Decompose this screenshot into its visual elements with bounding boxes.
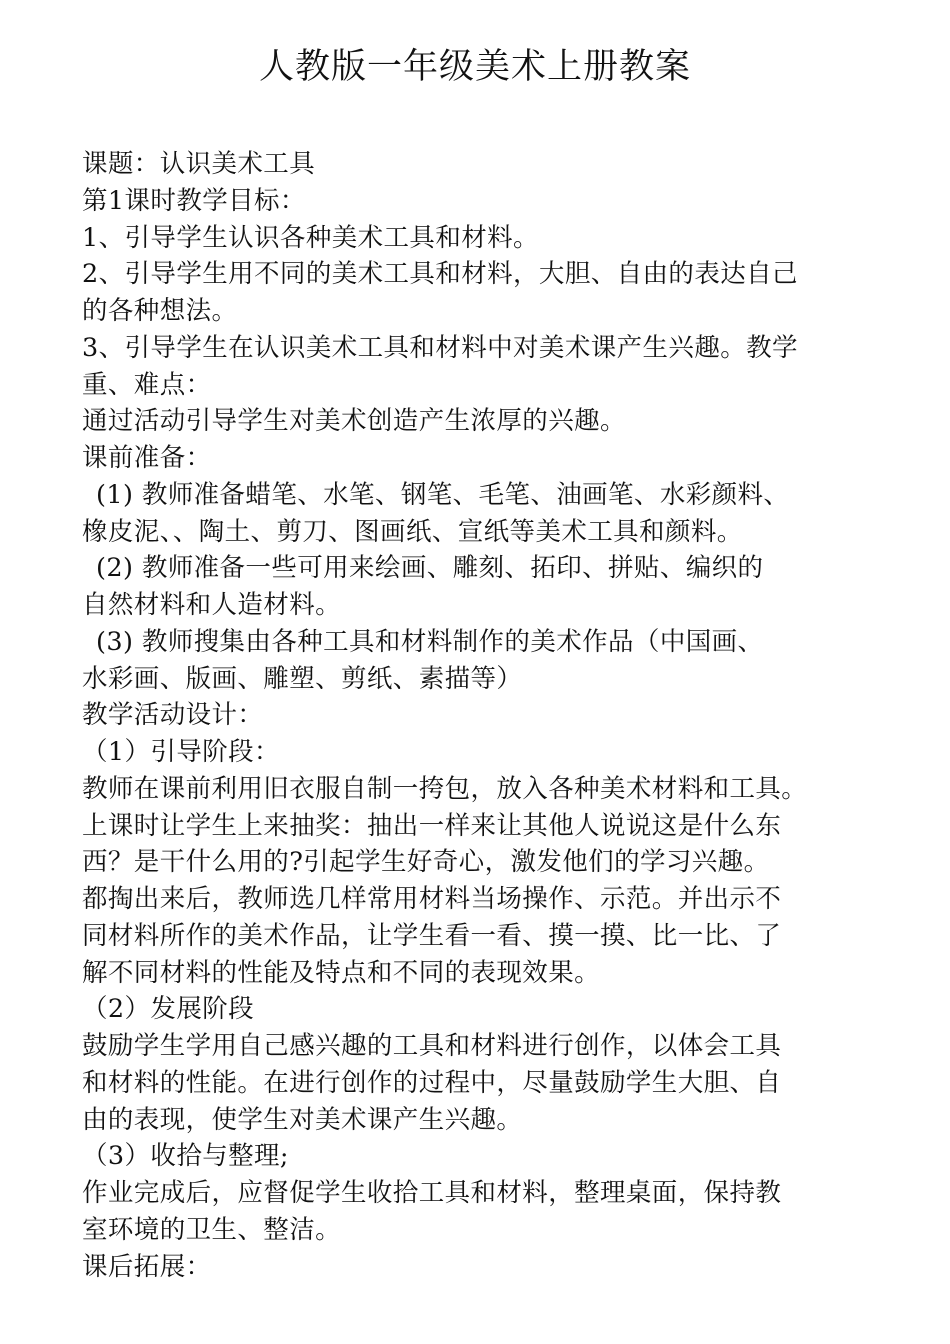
after-class-heading: 课后拓展： bbox=[82, 1251, 212, 1282]
stage-3-paragraph-line: 作业完成后，应督促学生收拾工具和材料，整理桌面，保持教 bbox=[82, 1178, 782, 1208]
preparation-item-1-continued: 橡皮泥、、陶土、剪刀、图画纸、宣纸等美术工具和颜料。 bbox=[82, 516, 743, 547]
preparation-item-3-continued: 水彩画、版画、雕塑、剪纸、素描等） bbox=[82, 663, 523, 694]
activity-design-heading: 教学活动设计： bbox=[82, 700, 264, 731]
stage-1-paragraph-line: 西？是干什么用的?引起学生好奇心，激发他们的学习兴趣。 bbox=[82, 847, 770, 878]
preparation-item-3: (3) 教师搜集由各种工具和材料制作的美术作品（中国画、 bbox=[96, 626, 764, 657]
stage-2-heading: （2）发展阶段 bbox=[82, 994, 255, 1025]
teaching-goals-heading: 第1课时教学目标： bbox=[82, 185, 306, 216]
goal-3-line: 3、引导学生在认识美术工具和材料中对美术课产生兴趣。教学 bbox=[82, 332, 798, 363]
stage-1-heading: （1）引导阶段： bbox=[82, 737, 280, 767]
preparation-heading: 课前准备： bbox=[82, 443, 212, 473]
preparation-item-1: (1) 教师准备蜡笔、水笔、钢笔、毛笔、油画笔、水彩颜料、 bbox=[96, 479, 790, 510]
preparation-item-2: (2) 教师准备一些可用来绘画、雕刻、拓印、拼贴、编织的 bbox=[96, 553, 764, 584]
stage-1-paragraph-line: 解不同材料的性能及特点和不同的表现效果。 bbox=[82, 957, 601, 988]
key-points-heading: 重、难点： bbox=[82, 369, 212, 400]
stage-3-paragraph-line: 室环境的卫生、整洁。 bbox=[82, 1214, 342, 1245]
stage-1-paragraph-line: 上课时让学生上来抽奖：抽出一样来让其他人说说这是什么东 bbox=[82, 810, 782, 841]
preparation-item-2-continued: 自然材料和人造材料。 bbox=[82, 590, 342, 620]
stage-2-paragraph-line: 和材料的性能。在进行创作的过程中，尽量鼓励学生大胆、自 bbox=[82, 1067, 782, 1098]
stage-1-paragraph-line: 同材料所作的美术作品，让学生看一看、摸一摸、比一比、了 bbox=[82, 920, 782, 951]
stage-1-paragraph-line: 教师在课前利用旧衣服自制一挎包，放入各种美术材料和工具。 bbox=[82, 773, 808, 804]
key-points-text: 通过活动引导学生对美术创造产生浓厚的兴趣。 bbox=[82, 406, 626, 437]
stage-1-paragraph-line: 都掏出来后，教师选几样常用材料当场操作、示范。并出示不 bbox=[82, 884, 782, 914]
lesson-topic-line: 课题：认识美术工具 bbox=[82, 149, 316, 179]
document-body bbox=[82, 146, 882, 1285]
stage-2-paragraph-line: 鼓励学生学用自己感兴趣的工具和材料进行创作，以体会工具 bbox=[82, 1031, 782, 1061]
document-title: 人教版一年级美术上册教案 bbox=[258, 47, 691, 87]
goal-2-continued-line: 的各种想法。 bbox=[82, 296, 238, 326]
stage-2-paragraph-line: 由的表现，使学生对美术课产生兴趣。 bbox=[82, 1104, 523, 1135]
goal-2-line: 2、引导学生用不同的美术工具和材料，大胆、自由的表达自己 bbox=[82, 259, 798, 290]
stage-3-heading: （3）收拾与整理; bbox=[82, 1141, 289, 1172]
goal-1-line: 1、引导学生认识各种美术工具和材料。 bbox=[82, 222, 539, 253]
